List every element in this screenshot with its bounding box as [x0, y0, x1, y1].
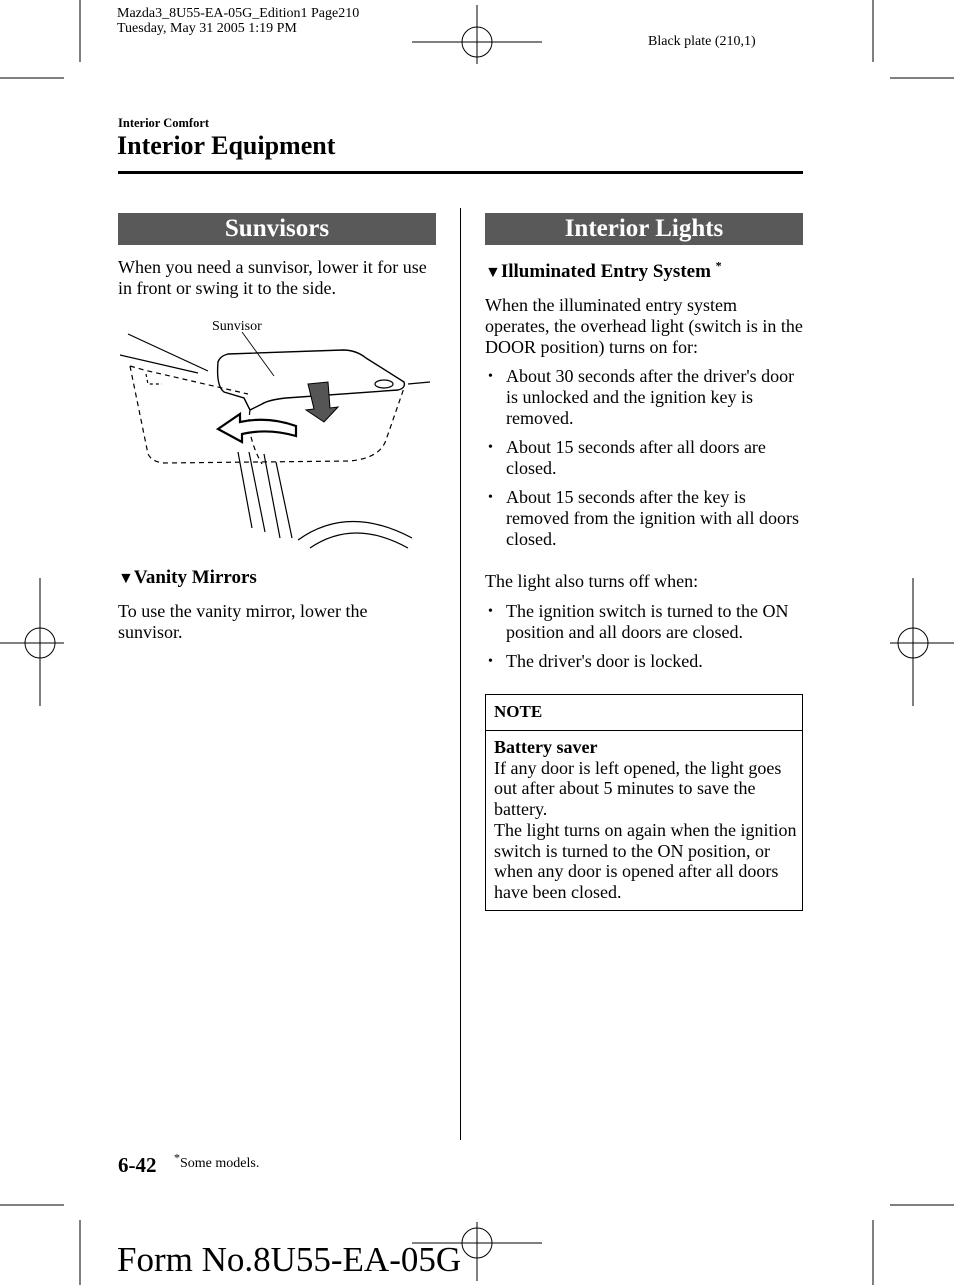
title-rule [118, 171, 803, 174]
sunvisors-intro: When you need a sunvisor, lower it for use in front or swing it to the side. [118, 257, 427, 298]
section-label: Interior Comfort [118, 116, 210, 130]
note-box [485, 694, 803, 911]
interior-lights-heading: Interior Lights [485, 213, 803, 245]
page-title: Interior Equipment [117, 131, 336, 160]
vanity-mirrors-text: To use the vanity mirror, lower the sunvisor. [118, 601, 368, 642]
asterisk-marker: * [174, 1150, 180, 1165]
light-off-intro: The light also turns off when: [485, 571, 699, 591]
list-item-text: About 15 seconds after all doors are closed. [506, 437, 766, 478]
print-meta-timestamp: Tuesday, May 31 2005 1:19 PM [117, 21, 297, 36]
footnote [174, 1150, 260, 1172]
vanity-mirrors-heading-text: Vanity Mirrors [133, 567, 257, 588]
print-meta-plate: Black plate (210,1) [648, 34, 756, 49]
list-item [485, 366, 805, 429]
light-on-conditions [485, 366, 805, 558]
triangle-bullet-icon: ▼ [485, 264, 501, 281]
note-text-2: The light turns on again when the ignition switch is turned to the ON position, or when any door is opened after all doors have been closed. [494, 819, 797, 902]
asterisk-marker: * [715, 258, 722, 273]
bullet-icon: • [488, 654, 493, 669]
sunvisors-heading: Sunvisors [118, 213, 436, 245]
list-item [485, 437, 805, 479]
list-item-text: About 15 seconds after the key is removed from the ignition with all doors closed. [506, 487, 799, 549]
footnote-text: Some models. [180, 1156, 260, 1171]
illuminated-entry-heading-text: Illuminated Entry System [500, 261, 711, 282]
triangle-bullet-icon: ▼ [118, 570, 134, 587]
illuminated-entry-heading [485, 258, 722, 284]
note-label: NOTE [494, 702, 543, 721]
light-off-conditions [485, 601, 805, 680]
print-meta-filename: Mazda3_8U55-EA-05G_Edition1 Page210 [117, 6, 360, 21]
note-title: Battery saver [494, 737, 598, 757]
list-item-text: The ignition switch is turned to the ON position and all doors are closed. [506, 601, 789, 642]
illuminated-entry-intro: When the illuminated entry system operates, the overhead light (switch is in the DOOR position) turns on for: [485, 295, 803, 357]
page-number: 6-42 [118, 1153, 157, 1177]
note-body [494, 737, 799, 903]
form-number: Form No.8U55-EA-05G [117, 1240, 462, 1279]
list-item [485, 651, 805, 672]
bullet-icon: • [488, 490, 493, 505]
list-item [485, 487, 805, 550]
sunvisor-drawing [118, 312, 436, 552]
note-header [486, 695, 802, 731]
list-item-text: The driver's door is locked. [506, 651, 703, 671]
bullet-icon: • [488, 440, 493, 455]
sunvisor-callout-label: Sunvisor [212, 319, 262, 334]
bullet-icon: • [488, 604, 493, 619]
vanity-mirrors-heading [118, 567, 257, 590]
list-item-text: About 30 seconds after the driver's door is unlocked and the ignition key is removed. [506, 366, 795, 428]
sunvisor-illustration [118, 312, 436, 552]
column-divider [460, 208, 461, 1140]
note-text-1: If any door is left opened, the light goes out after about 5 minutes to save the battery. [494, 757, 782, 820]
bullet-icon: • [488, 369, 493, 384]
list-item [485, 601, 805, 643]
